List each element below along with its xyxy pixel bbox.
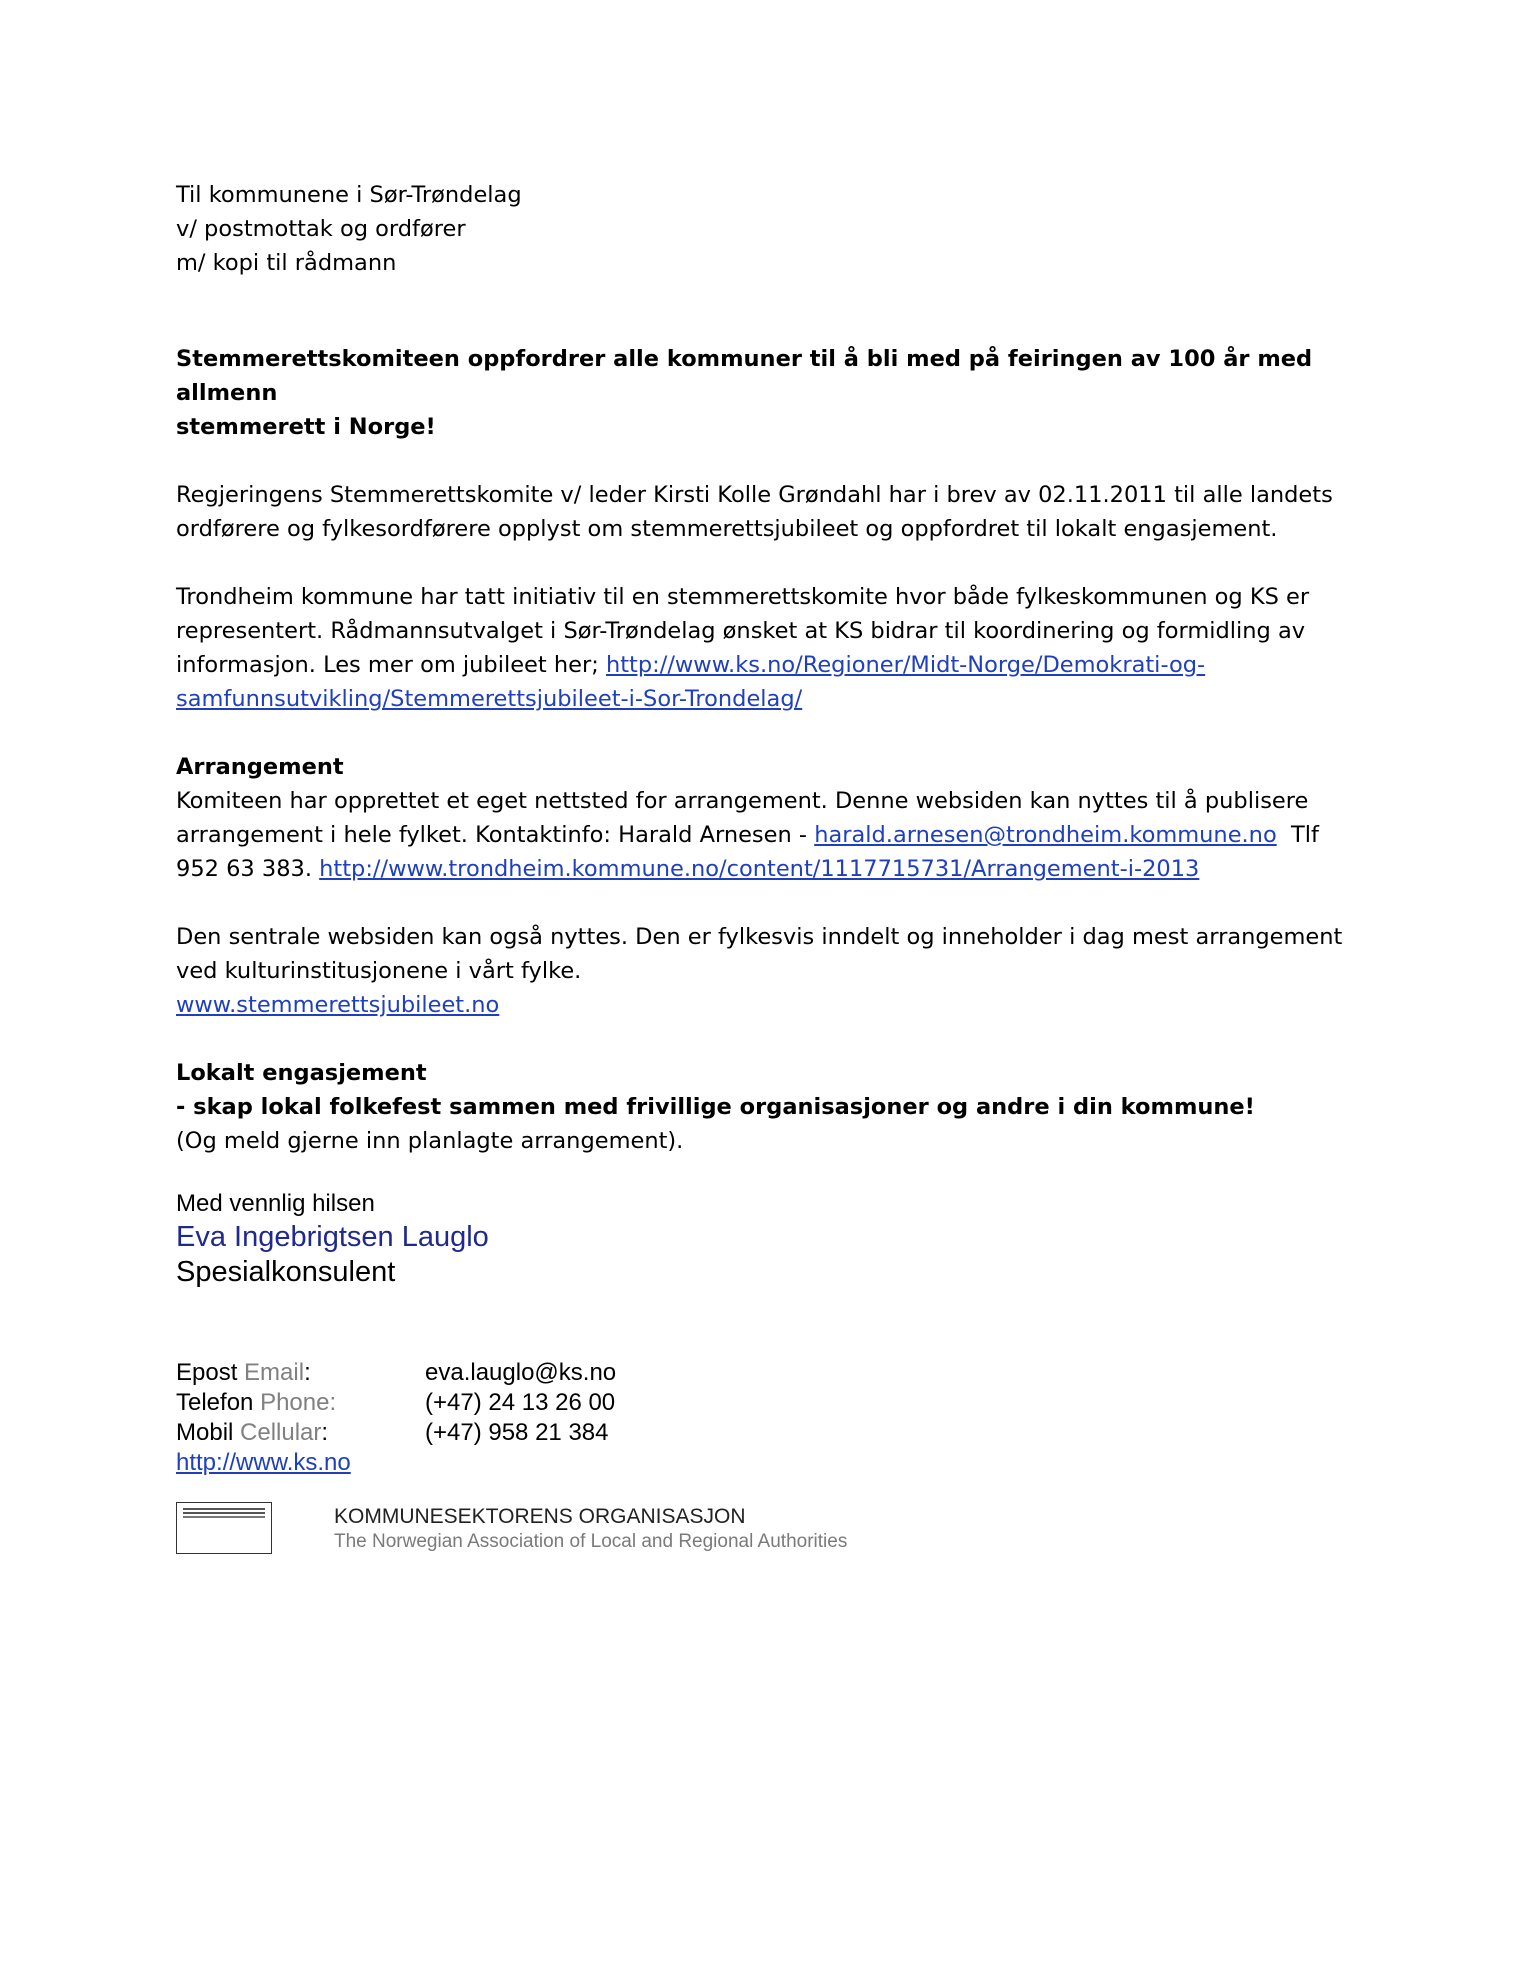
paragraph-line bbox=[176, 682, 1356, 716]
contact-value: (+47) 24 13 26 00 bbox=[425, 1389, 616, 1416]
contact-email-link[interactable]: harald.arnesen@trondheim.kommune.no bbox=[814, 822, 1277, 848]
section-heading: Arrangement bbox=[176, 754, 344, 780]
paragraph-line: ved kulturinstitusjonene i vårt fylke. bbox=[176, 958, 582, 984]
ks-jubilee-link[interactable]: http://www.ks.no/Regioner/Midt-Norge/Demokrati-og- bbox=[605, 652, 1206, 678]
label-text: Epost bbox=[176, 1359, 245, 1386]
paragraph-line: (Og meld gjerne inn planlagte arrangement). bbox=[176, 1128, 684, 1154]
paragraph-line: Trondheim kommune har tatt initiativ til en stemmerettskomite hvor både fylkeskommunen og KS er bbox=[176, 584, 1310, 610]
contact-value: (+47) 958 21 384 bbox=[425, 1419, 609, 1446]
recipient-line: v/ postmottak og ordfører bbox=[176, 216, 466, 242]
signature-greeting: Med vennlig hilsen bbox=[176, 1190, 375, 1217]
contact-table bbox=[176, 1358, 616, 1478]
logo-image-placeholder bbox=[176, 1502, 272, 1554]
paragraph-line: - skap lokal folkefest sammen med frivillige organisasjoner og andre i din kommune! bbox=[176, 1094, 1255, 1120]
heading-line: stemmerett i Norge! bbox=[176, 414, 436, 440]
paragraph-line: Regjeringens Stemmerettskomite v/ leder Kirsti Kolle Grøndahl har i brev av 02.11.2011 til alle landets bbox=[176, 482, 1333, 508]
contact-row bbox=[176, 1388, 616, 1418]
contact-row bbox=[176, 1358, 616, 1388]
arrangement-link[interactable]: http://www.trondheim.kommune.no/content/1117715731/Arrangement-i-2013 bbox=[319, 856, 1200, 882]
contact-label bbox=[176, 1388, 425, 1418]
label-text-en: Email bbox=[244, 1359, 305, 1386]
signature-title: Spesialkonsulent bbox=[176, 1256, 396, 1288]
org-name-english: The Norwegian Association of Local and Regional Authorities bbox=[334, 1531, 848, 1552]
recipient-line: Til kommunene i Sør-Trøndelag bbox=[176, 182, 522, 208]
letter bbox=[176, 178, 1356, 1562]
paragraph-line: Den sentrale websiden kan også nyttes. Den er fylkesvis inndelt og inneholder i dag mest arrangement bbox=[176, 924, 1343, 950]
signature bbox=[176, 1188, 1356, 1290]
recipient-line: m/ kopi til rådmann bbox=[176, 250, 397, 276]
label-text: Telefon bbox=[176, 1389, 261, 1416]
section-lokalt bbox=[176, 1056, 1356, 1158]
paragraph-text: Tlf bbox=[1276, 822, 1319, 848]
section-arrangement bbox=[176, 750, 1356, 886]
contact-row bbox=[176, 1448, 616, 1478]
paragraph-line bbox=[176, 818, 1356, 852]
contact-row bbox=[176, 1418, 616, 1448]
footer-org bbox=[176, 1502, 1356, 1562]
label-colon: : bbox=[304, 1359, 311, 1386]
paragraph-line: representert. Rådmannsutvalget i Sør-Trøndelag ønsket at KS bidrar til koordinering og formidling av bbox=[176, 618, 1306, 644]
contact-value: eva.lauglo@ks.no bbox=[425, 1359, 617, 1386]
label-text: Mobil bbox=[176, 1419, 241, 1446]
ks-jubilee-link-cont[interactable]: samfunnsutvikling/Stemmerettsjubileet-i-Sor-Trondelag/ bbox=[176, 686, 803, 712]
paragraph-line: Komiteen har opprettet et eget nettsted for arrangement. Denne websiden kan nyttes til å publisere bbox=[176, 788, 1309, 814]
paragraph-line: ordførere og fylkesordførere opplyst om stemmerettsjubileet og oppfordret til lokalt engasjement. bbox=[176, 516, 1278, 542]
section-central-website bbox=[176, 920, 1356, 1022]
heading-line: Stemmerettskomiteen oppfordrer alle kommuner til å bli med på feiringen av 100 år med allmenn bbox=[176, 346, 1313, 406]
signature-name: Eva Ingebrigtsen Lauglo bbox=[176, 1221, 489, 1253]
contact-label bbox=[176, 1418, 425, 1448]
paragraph-trondheim bbox=[176, 580, 1356, 716]
label-text-en: Phone: bbox=[260, 1389, 337, 1416]
ks-website-link[interactable]: http://www.ks.no bbox=[176, 1449, 351, 1476]
jubilee-website-link[interactable]: www.stemmerettsjubileet.no bbox=[176, 992, 500, 1018]
paragraph-komite bbox=[176, 478, 1356, 546]
recipient-block bbox=[176, 178, 1356, 280]
paragraph-line bbox=[176, 648, 1356, 682]
org-name: KOMMUNESEKTORENS ORGANISASJON bbox=[334, 1505, 746, 1528]
paragraph-line bbox=[176, 988, 1356, 1022]
label-colon: : bbox=[321, 1419, 329, 1446]
contact-label bbox=[176, 1358, 425, 1388]
paragraph-text: arrangement i hele fylket. Kontaktinfo: Harald Arnesen - bbox=[176, 822, 815, 848]
letter-heading bbox=[176, 342, 1356, 444]
section-heading: Lokalt engasjement bbox=[176, 1060, 427, 1086]
paragraph-line bbox=[176, 852, 1356, 886]
paragraph-text: 952 63 383. bbox=[176, 856, 320, 882]
paragraph-text: informasjon. Les mer om jubileet her; bbox=[176, 652, 606, 678]
label-text-en: Cellular bbox=[240, 1419, 322, 1446]
